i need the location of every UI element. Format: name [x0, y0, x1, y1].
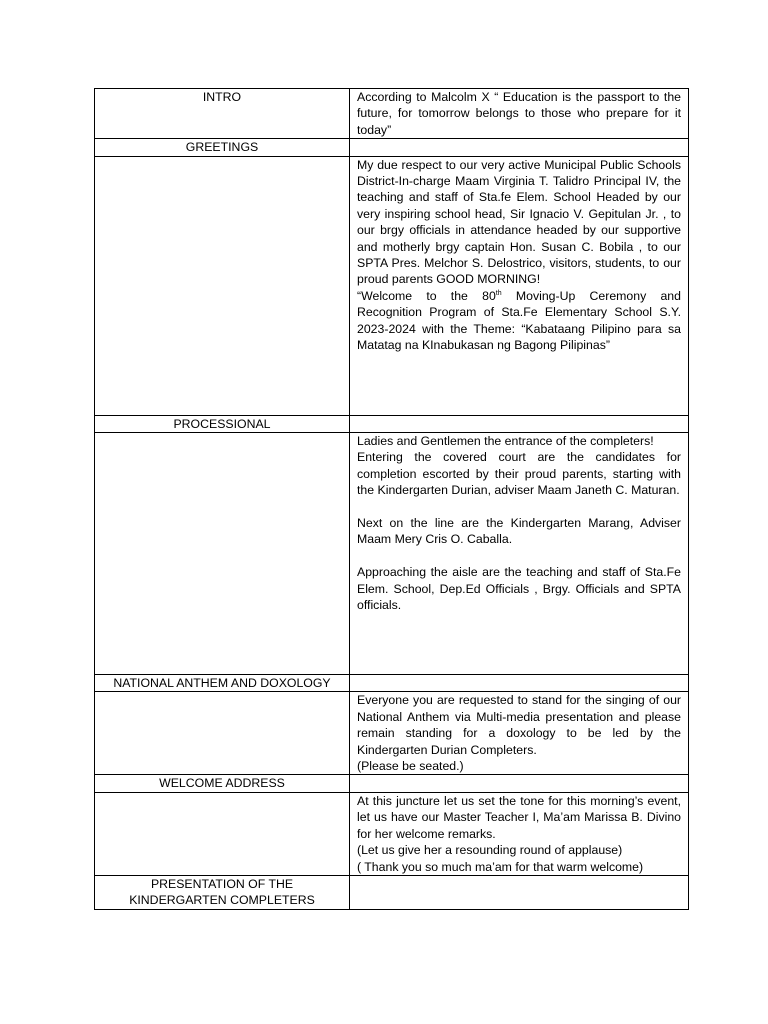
anthem-text — [350, 692, 689, 775]
anthem-body-row — [95, 692, 689, 775]
anthem-paragraph-seated: (Please be seated.) — [357, 759, 464, 774]
welcome-paragraph-juncture: At this juncture let us set the tone for this morning’s event, let us have our Master Teacher I, Ma’am Marissa B. Divino for her welcome remarks. — [357, 793, 681, 841]
processional-body-row — [95, 433, 689, 675]
greetings-paragraph-respect: My due respect to our very active Municipal Public Schools District-In-charge Maam Virginia T. Talidro Principal IV, the teaching and staff of Sta.fe Elem. School Headed by our very inspiring school head, Sir Ignacio V. Gepitulan Jr. , to our brgy officials in attendance headed by our supportive and motherly brgy captain Hon. Susan C. Bobila , to our SPTA Pres. Melchor S. Delostrico, visitors, students, to our proud parents GOOD MORNING! — [357, 157, 681, 287]
anthem-label-blank — [350, 675, 689, 692]
anthem-left-blank — [95, 692, 350, 775]
processional-label: PROCESSIONAL — [95, 415, 350, 432]
greetings-label: GREETINGS — [95, 139, 350, 156]
anthem-paragraph-instructions: Everyone you are requested to stand for the singing of our National Anthem via Multi-media presentation and please remain standing for a doxology to be led by the Kindergarten Durian Completers. — [357, 693, 681, 757]
greetings-paragraph-welcome — [357, 288, 681, 354]
welcome-text — [350, 792, 689, 875]
processional-label-row — [95, 415, 689, 432]
ordinal-suffix: th — [495, 289, 502, 297]
greetings-body-row — [95, 156, 689, 415]
processional-left-blank — [95, 433, 350, 675]
welcome-paragraph-applause: (Let us give her a resounding round of applause) — [357, 843, 623, 858]
greetings-text — [350, 156, 689, 415]
welcome-left-blank — [95, 792, 350, 875]
paragraph-gap — [357, 499, 681, 515]
greetings-left-blank — [95, 156, 350, 415]
welcome-paragraph-thanks: ( Thank you so much ma’am for that warm welcome) — [357, 859, 644, 874]
intro-row — [95, 89, 689, 139]
welcome-label: WELCOME ADDRESS — [95, 775, 350, 792]
intro-text: According to Malcolm X “ Education is the passport to the future, for tomorrow belongs to those who prepare for it today” — [350, 89, 689, 139]
greetings-label-blank — [350, 139, 689, 156]
welcome-label-row — [95, 775, 689, 792]
intro-label: INTRO — [95, 89, 350, 139]
processional-paragraph-aisle: Approaching the aisle are the teaching and staff of Sta.Fe Elem. School, Dep.Ed Officials , Brgy. Officials and SPTA officials. — [357, 565, 681, 613]
welcome-text-end: Moving-Up Ceremony and Recognition Program of Sta.Fe Elementary School S.Y. 2023-2024 with the Theme: “Kabataang Pilipino para sa Matatag na KInabukasan ng Bagong Pilipinas” — [357, 288, 681, 353]
processional-paragraph-entrance: Ladies and Gentlemen the entrance of the completers! — [357, 434, 654, 449]
welcome-label-blank — [350, 775, 689, 792]
welcome-text-start: “Welcome to the 80 — [357, 288, 496, 303]
greetings-label-row — [95, 139, 689, 156]
processional-paragraph-durian: Entering the covered court are the candidates for completion escorted by their proud parents, starting with the Kindergarten Durian, adviser Maam Janeth C. Maturan. — [357, 450, 681, 498]
presentation-blank — [350, 875, 689, 909]
presentation-label: PRESENTATION OF THE KINDERGARTEN COMPLETERS — [95, 875, 350, 909]
processional-paragraph-marang: Next on the line are the Kindergarten Marang, Adviser Maam Mery Cris O. Caballa. — [357, 516, 681, 547]
presentation-row — [95, 875, 689, 909]
paragraph-gap — [357, 548, 681, 564]
processional-label-blank — [350, 415, 689, 432]
anthem-label-row — [95, 675, 689, 692]
anthem-label: NATIONAL ANTHEM AND DOXOLOGY — [95, 675, 350, 692]
program-script-table — [94, 88, 689, 910]
welcome-body-row — [95, 792, 689, 875]
processional-text — [350, 433, 689, 675]
